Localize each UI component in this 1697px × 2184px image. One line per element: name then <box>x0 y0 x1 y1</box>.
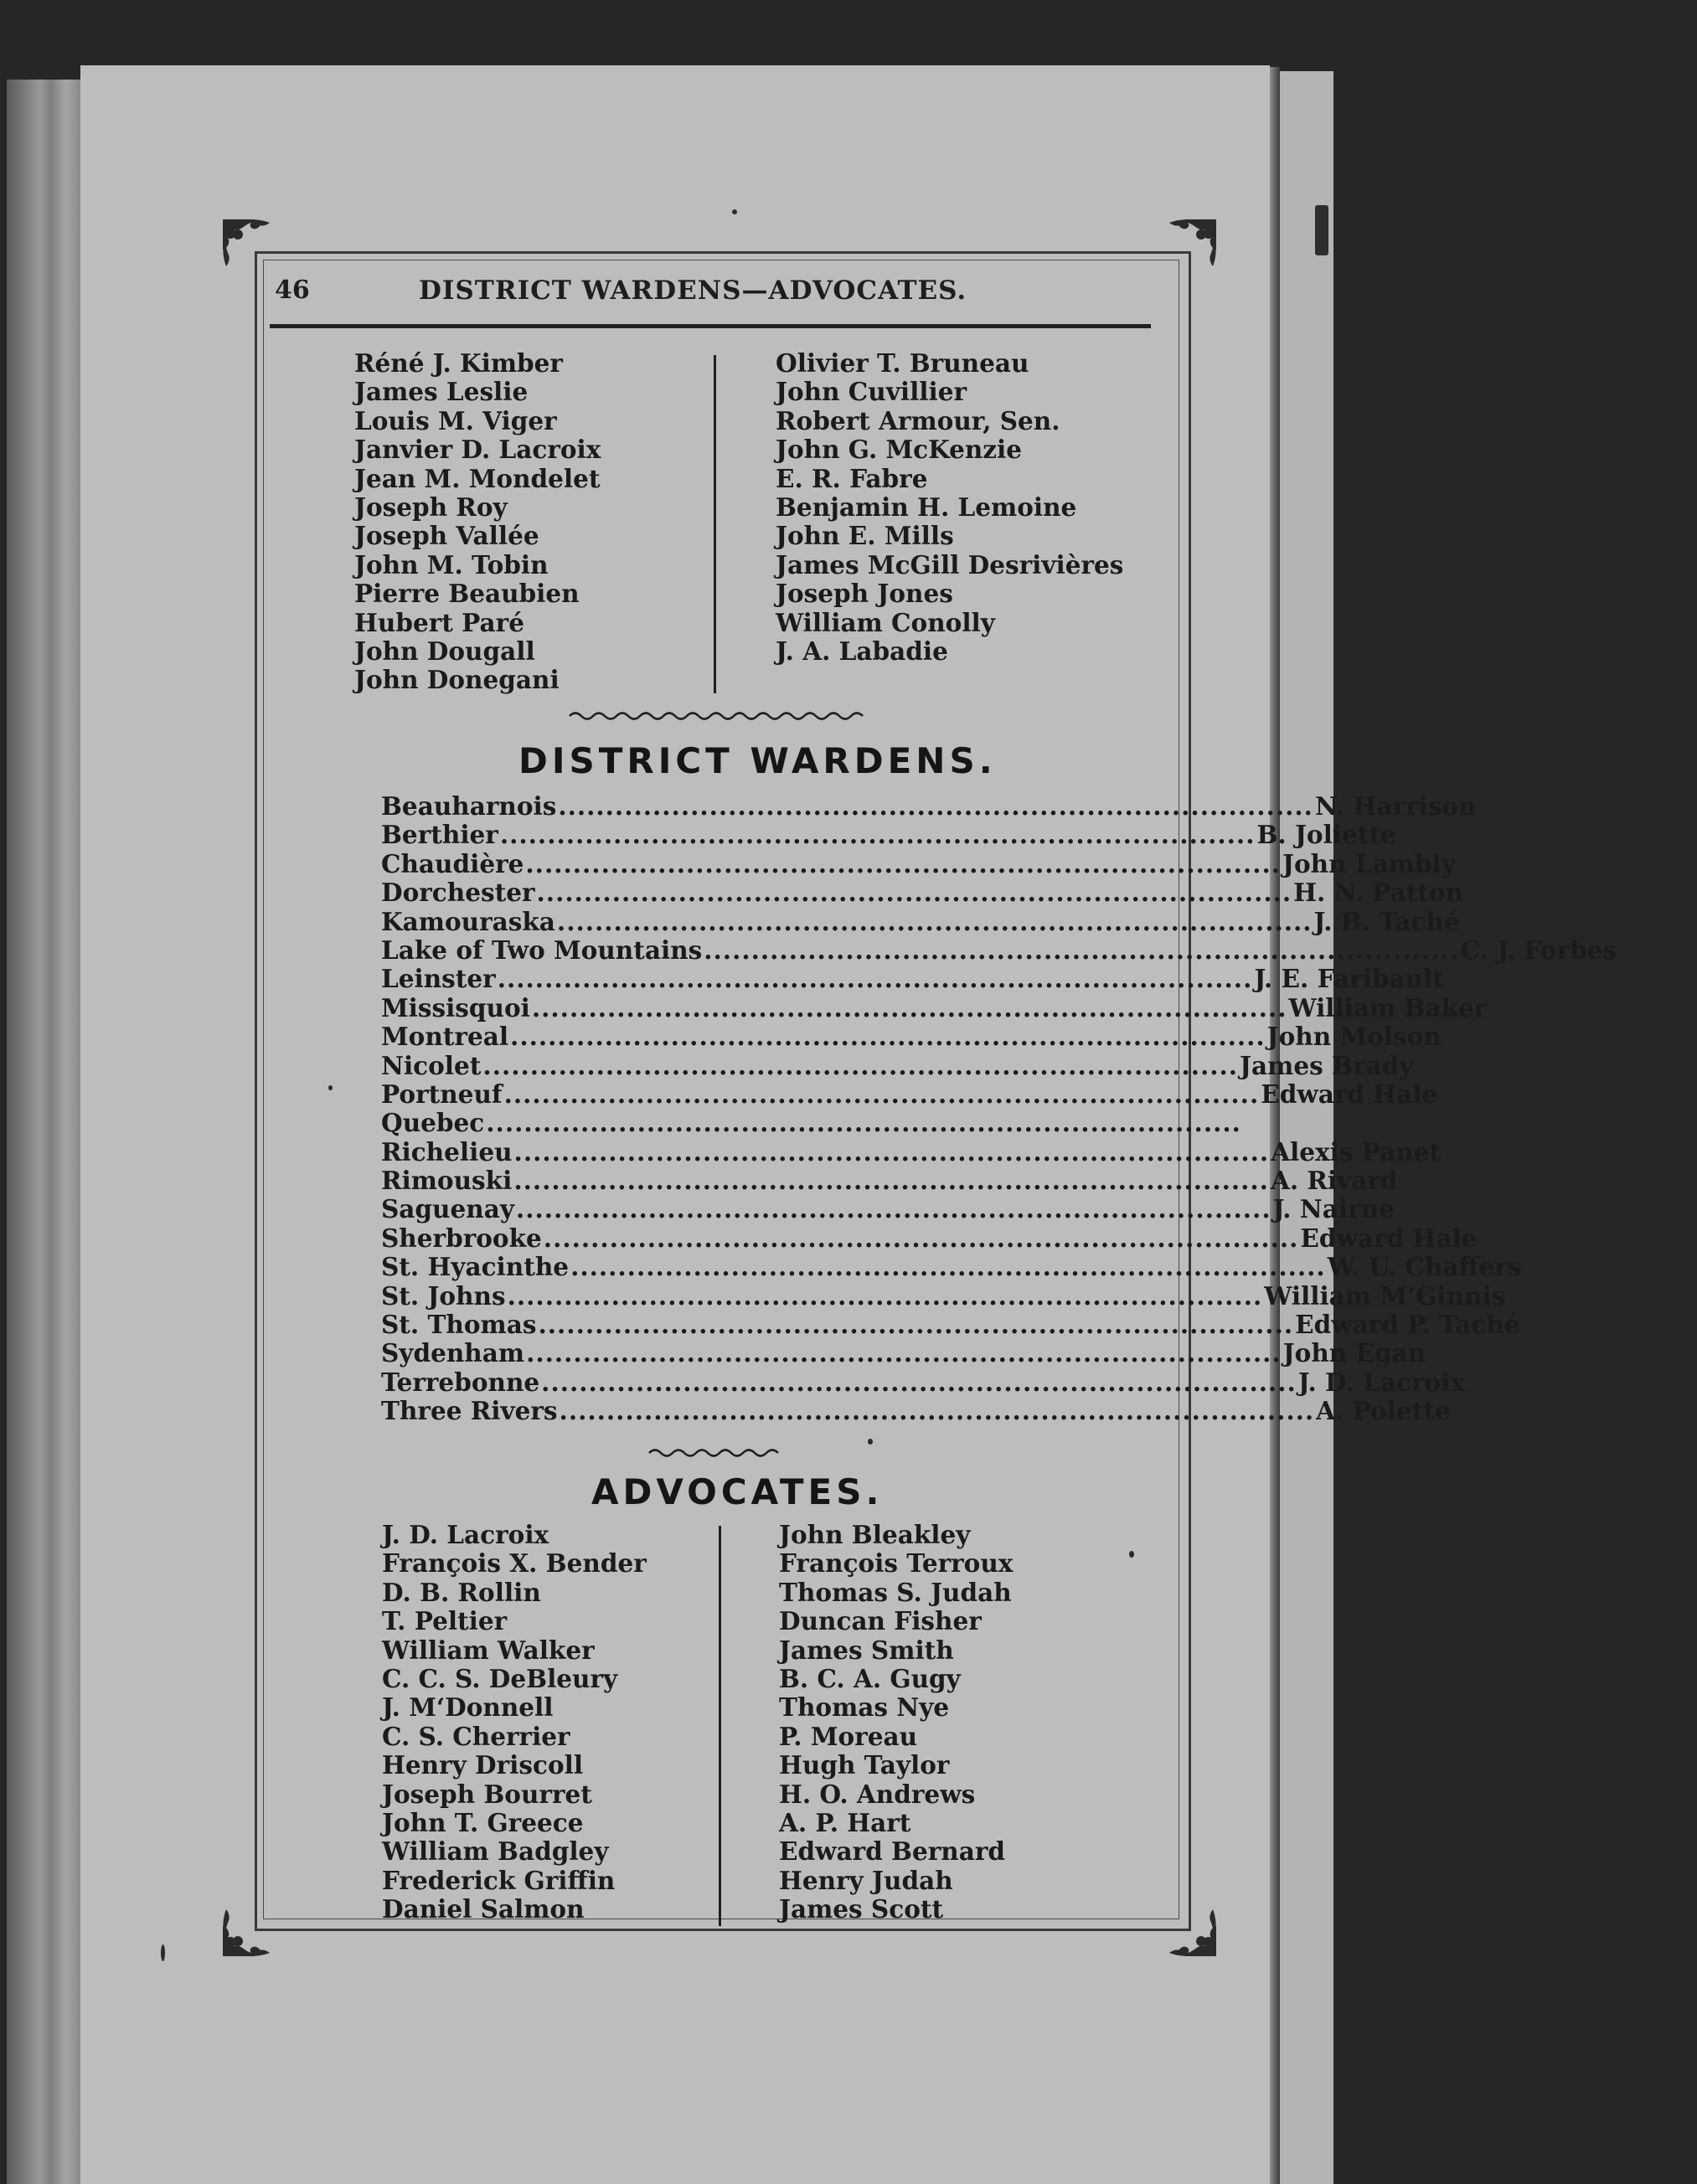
advocate-name: Duncan Fisher <box>779 1606 982 1636</box>
advocate-name: T. Peltier <box>382 1606 508 1636</box>
district-wardens-table <box>381 791 1617 1426</box>
corner-ornament-icon <box>1154 1894 1220 1960</box>
name-entry: William Conolly <box>776 607 995 637</box>
warden-name: N. Harrison <box>1314 791 1477 821</box>
advocate-name: François Terroux <box>779 1548 1014 1579</box>
advocate-name: Henry Judah <box>779 1865 953 1895</box>
warden-row <box>381 1280 1506 1311</box>
advocates-heading: ADVOCATES. <box>591 1471 884 1512</box>
district-name: Nicolet <box>381 1050 482 1080</box>
name-entry: James Leslie <box>354 377 529 407</box>
warden-name: H. N. Patton <box>1293 878 1464 908</box>
district-name: Dorchester <box>381 878 535 908</box>
dot-leader: ................................................................................ <box>558 791 1313 821</box>
warden-name: Edward Hale <box>1300 1223 1478 1253</box>
advocates-left-column <box>382 1521 647 1924</box>
continued-names-right-column <box>776 349 1123 666</box>
warden-row <box>381 1136 1442 1167</box>
advocates-right-column <box>779 1521 1013 1924</box>
warden-name: Edward Hale <box>1261 1079 1438 1109</box>
name-entry: John E. Mills <box>776 521 954 551</box>
corner-ornament-icon <box>219 1894 285 1960</box>
advocate-name: Thomas Nye <box>779 1692 950 1723</box>
warden-name: J. D. Lacroix <box>1297 1367 1465 1397</box>
name-entry: John Dougall <box>354 636 535 666</box>
district-name: Three Rivers <box>381 1396 558 1426</box>
continued-names-left-column <box>354 349 601 695</box>
running-title: DISTRICT WARDENS—ADVOCATES. <box>419 276 967 306</box>
warden-row <box>381 848 1456 878</box>
warden-row <box>381 1194 1395 1224</box>
district-name: Montreal <box>381 1022 509 1052</box>
warden-row <box>381 1166 1398 1196</box>
name-entry: Janvier D. Lacroix <box>354 435 601 465</box>
advocate-name: John Bleakley <box>779 1520 971 1549</box>
district-name: Sherbrooke <box>381 1223 542 1253</box>
district-name: Quebec <box>381 1108 485 1138</box>
name-entry: Joseph Roy <box>354 492 508 522</box>
advocate-name: Edward Bernard <box>779 1836 1006 1867</box>
advocate-name: Henry Driscoll <box>382 1750 584 1780</box>
advocate-name: B. C. A. Gugy <box>779 1663 961 1693</box>
district-name: Chaudière <box>381 848 524 878</box>
name-entry: Hubert Paré <box>354 607 524 637</box>
name-entry: Jean M. Mondelet <box>354 463 601 493</box>
warden-name: A. Polette <box>1316 1396 1451 1426</box>
dot-leader: ................................................................................ <box>515 1194 1271 1224</box>
name-entry: Benjamin H. Lemoine <box>776 492 1077 522</box>
book-page-edges <box>7 80 80 2184</box>
district-name: Sydenham <box>381 1338 525 1368</box>
warden-name: John Molson <box>1266 1022 1442 1052</box>
district-name: Lake of Two Mountains <box>381 935 703 965</box>
dot-leader: ................................................................................ <box>704 935 1459 965</box>
dot-leader: ................................................................................ <box>531 992 1287 1022</box>
dot-leader: ................................................................................ <box>525 848 1282 878</box>
name-entry: John Cuvillier <box>776 377 967 407</box>
district-name: Rimouski <box>381 1166 513 1196</box>
name-entry: John G. McKenzie <box>776 435 1023 465</box>
warden-name: William Baker <box>1288 992 1488 1022</box>
advocate-name: J. D. Lacroix <box>382 1520 549 1549</box>
warden-row <box>381 1022 1442 1052</box>
warden-name: John Lambly <box>1282 848 1456 878</box>
corner-ornament-icon <box>1154 216 1220 281</box>
district-name: Berthier <box>381 820 498 850</box>
warden-name: W. U. Chaffers <box>1327 1252 1522 1282</box>
header-rule <box>270 324 1151 328</box>
dot-leader: ................................................................................ <box>538 1310 1294 1340</box>
page-number: 46 <box>275 276 310 305</box>
dot-leader: ................................................................................ <box>482 1050 1239 1080</box>
warden-name: William M‘Ginnis <box>1264 1280 1506 1311</box>
name-entry: James McGill Desrivières <box>776 549 1124 579</box>
warden-name <box>1243 1109 1479 1137</box>
advocate-name: A. P. Hart <box>779 1807 911 1837</box>
warden-row <box>381 1079 1438 1109</box>
district-name: Richelieu <box>381 1136 513 1167</box>
dot-leader: ................................................................................ <box>559 1396 1315 1426</box>
print-speck <box>161 1944 165 1961</box>
print-speck <box>732 209 737 214</box>
warden-row <box>381 791 1477 821</box>
name-entry: J. A. Labadie <box>776 636 948 666</box>
advocate-name: James Scott <box>779 1894 944 1924</box>
advocate-name: Joseph Bourret <box>382 1779 592 1809</box>
advocate-name: William Walker <box>382 1635 595 1665</box>
warden-name: Edward P. Taché <box>1295 1310 1520 1340</box>
warden-row <box>381 1108 1241 1138</box>
name-entry: Joseph Vallée <box>354 521 539 551</box>
dot-leader: ................................................................................ <box>486 1108 1241 1138</box>
advocate-name: C. S. Cherrier <box>382 1721 570 1751</box>
warden-name: John Egan <box>1282 1338 1426 1368</box>
district-name: Terrebonne <box>381 1367 540 1397</box>
dot-leader: ................................................................................ <box>513 1136 1270 1167</box>
dot-leader: ................................................................................ <box>507 1280 1263 1311</box>
district-name: Leinster <box>381 964 496 994</box>
advocate-name: John T. Greece <box>382 1807 584 1837</box>
dot-leader: ................................................................................ <box>499 820 1256 850</box>
warden-row <box>381 906 1460 936</box>
warden-name: B. Joliette <box>1256 820 1396 850</box>
advocate-name: James Smith <box>779 1635 954 1665</box>
advocate-name: D. B. Rollin <box>382 1577 541 1607</box>
column-divider <box>719 1526 721 1926</box>
warden-name: J. Nairne <box>1272 1194 1395 1224</box>
warden-name: J. B. Taché <box>1313 906 1460 936</box>
dot-leader: ................................................................................ <box>503 1079 1260 1109</box>
name-entry: Réné J. Kimber <box>354 348 563 378</box>
advocate-name: Frederick Griffin <box>382 1865 616 1895</box>
print-speck <box>868 1439 873 1445</box>
warden-row <box>381 1252 1522 1282</box>
district-name: Missisquoi <box>381 992 530 1022</box>
warden-row <box>381 1367 1465 1397</box>
name-entry: John M. Tobin <box>354 549 549 579</box>
running-head <box>270 272 1151 312</box>
district-name: Kamouraska <box>381 906 555 936</box>
dot-leader: ................................................................................ <box>536 878 1292 908</box>
warden-row <box>381 1223 1478 1253</box>
column-divider <box>714 355 716 693</box>
warden-name: C. J. Forbes <box>1460 935 1617 965</box>
district-name: St. Johns <box>381 1280 506 1311</box>
warden-name: J. E. Faribault <box>1254 964 1444 994</box>
advocate-name: P. Moreau <box>779 1721 918 1751</box>
dot-leader: ................................................................................ <box>510 1022 1266 1052</box>
district-name: Beauharnois <box>381 791 557 821</box>
district-name: St. Thomas <box>381 1310 537 1340</box>
warden-row <box>381 1050 1414 1080</box>
advocate-name: François X. Bender <box>382 1548 647 1579</box>
name-entry: Louis M. Viger <box>354 405 557 435</box>
warden-row <box>381 1396 1451 1426</box>
warden-row <box>381 1310 1520 1340</box>
name-entry: Robert Armour, Sen. <box>776 405 1060 435</box>
dot-leader: ................................................................................ <box>541 1367 1297 1397</box>
advocate-name: Thomas S. Judah <box>779 1577 1012 1607</box>
dot-leader: ................................................................................ <box>556 906 1313 936</box>
dot-leader: ................................................................................ <box>543 1223 1299 1253</box>
district-name: St. Hyacinthe <box>381 1252 570 1282</box>
district-wardens-heading: DISTRICT WARDENS. <box>518 740 997 781</box>
name-entry: Olivier T. Bruneau <box>776 348 1029 378</box>
warden-row <box>381 878 1464 908</box>
print-speck <box>1129 1551 1134 1558</box>
warden-row <box>381 964 1444 994</box>
district-name: Portneuf <box>381 1079 503 1109</box>
warden-name: James Brady <box>1240 1050 1414 1080</box>
advocate-name: William Badgley <box>382 1836 609 1867</box>
name-entry: John Donegani <box>354 665 560 695</box>
adjacent-page-mark <box>1315 205 1328 255</box>
advocate-name: C. C. S. DeBleury <box>382 1663 618 1693</box>
advocate-name: Hugh Taylor <box>779 1750 950 1780</box>
warden-row <box>381 935 1617 965</box>
advocate-name: J. M‘Donnell <box>382 1692 554 1723</box>
warden-name: A. Rivard <box>1270 1166 1398 1196</box>
dot-leader: ................................................................................ <box>526 1338 1282 1368</box>
wavy-divider-icon <box>649 1447 783 1459</box>
dot-leader: ................................................................................ <box>497 964 1253 994</box>
warden-name: Alexis Panet <box>1271 1136 1442 1167</box>
advocate-name: Daniel Salmon <box>382 1894 585 1924</box>
warden-row <box>381 820 1396 850</box>
wavy-divider-icon <box>570 710 868 722</box>
warden-row <box>381 1338 1426 1368</box>
name-entry: Pierre Beaubien <box>354 579 580 609</box>
district-name: Saguenay <box>381 1194 514 1224</box>
name-entry: Joseph Jones <box>776 579 953 609</box>
warden-row <box>381 992 1488 1022</box>
dot-leader: ................................................................................ <box>513 1166 1269 1196</box>
print-speck <box>328 1085 333 1090</box>
name-entry: E. R. Fabre <box>776 463 928 493</box>
dot-leader: ................................................................................ <box>570 1252 1326 1282</box>
advocate-name: H. O. Andrews <box>779 1779 976 1809</box>
